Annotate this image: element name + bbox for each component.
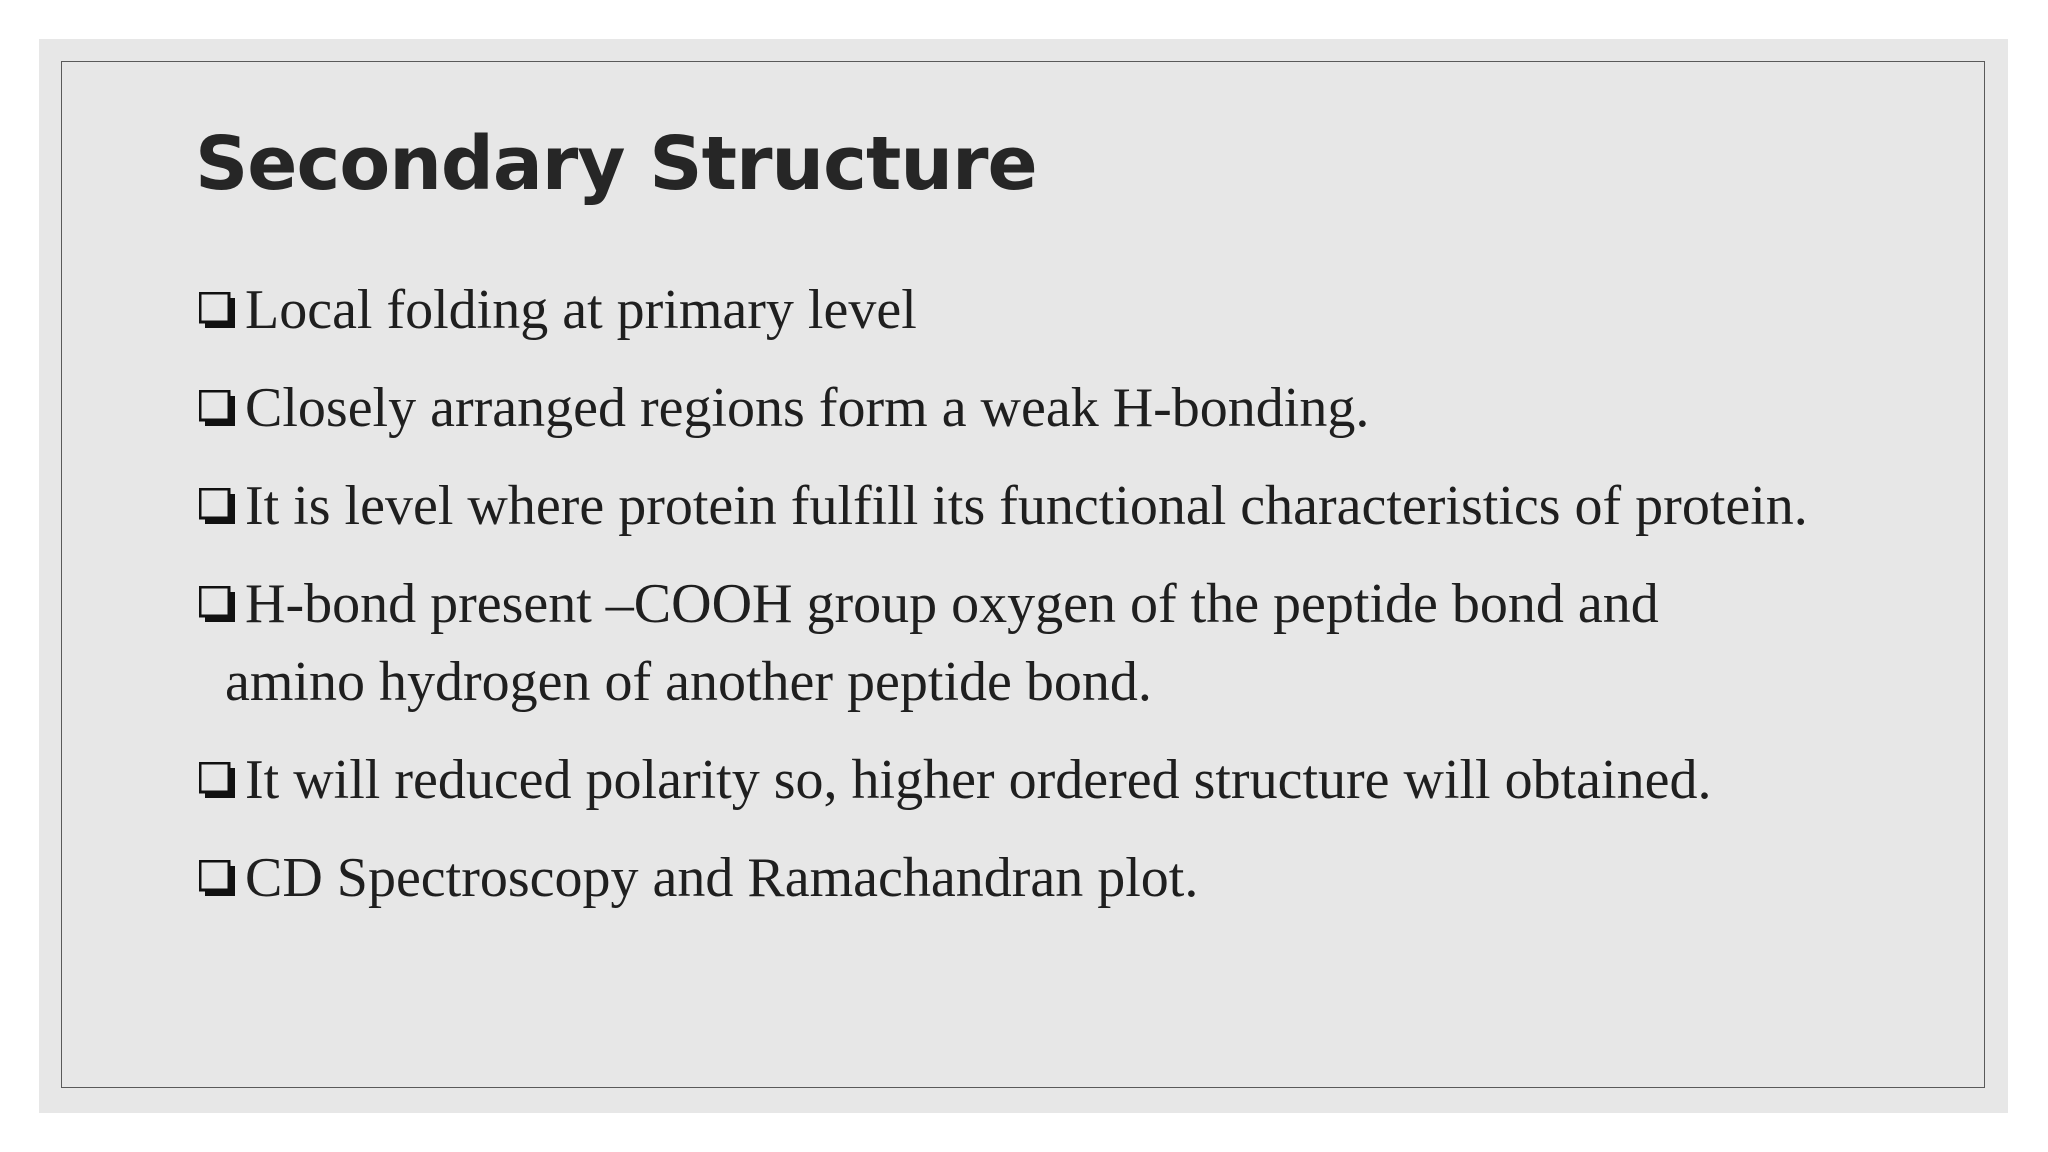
checkbox-square-icon — [199, 292, 235, 328]
checkbox-square-icon — [199, 390, 235, 426]
bullet-item — [197, 467, 1897, 545]
bullet-item — [197, 271, 1897, 349]
checkbox-square-icon — [199, 762, 235, 798]
bullet-item — [197, 369, 1897, 447]
checkbox-square-icon — [199, 860, 235, 896]
bullet-text-line-2: amino hydrogen of another peptide bond. — [225, 651, 1152, 713]
bullet-item — [197, 839, 1897, 917]
bullet-text: It will reduced polarity so, higher ordered structure will obtained. — [245, 749, 1712, 811]
bullet-text: CD Spectroscopy and Ramachandran plot. — [245, 847, 1199, 909]
checkbox-square-icon — [199, 488, 235, 524]
bullet-list — [197, 271, 1897, 937]
bullet-text: It is level where protein fulfill its functional characteristics of protein. — [245, 475, 1808, 537]
checkbox-square-icon — [199, 586, 235, 622]
bullet-item — [197, 741, 1897, 819]
slide-title: Secondary Structure — [195, 121, 1037, 207]
bullet-item — [197, 565, 1897, 721]
bullet-text: Closely arranged regions form a weak H-bonding. — [245, 377, 1370, 439]
bullet-text: Local folding at primary level — [245, 279, 917, 341]
bullet-text-line-1: H-bond present –COOH group oxygen of the peptide bond and — [245, 573, 1659, 635]
slide — [39, 39, 2008, 1113]
